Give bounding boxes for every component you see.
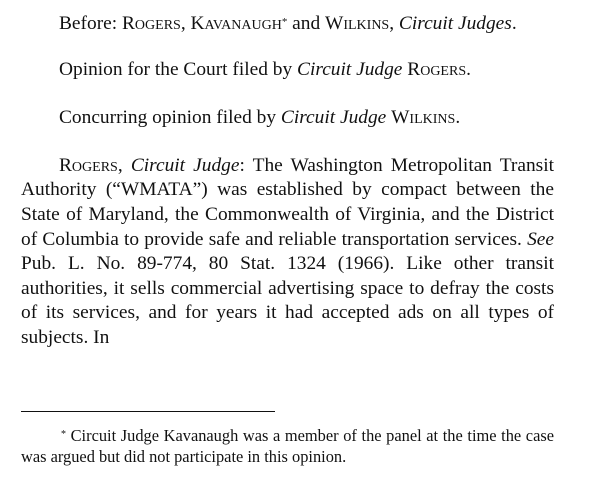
footnote: [21, 426, 554, 467]
concurring-opinion-line: Concurring opinion filed by Circuit Judge Wilkins.: [59, 107, 461, 129]
judge-kavanaugh: Kavanaugh: [190, 13, 282, 34]
footnote-reference-marker[interactable]: *: [281, 16, 288, 28]
body-author: Rogers: [59, 154, 118, 176]
circuit-judges-label: Circuit Judges: [398, 13, 512, 34]
footnote-marker: *: [61, 429, 66, 440]
opinion-filed-line: Opinion for the Court filed by Circuit Judge Rogers.: [59, 58, 471, 80]
footnote-divider: [21, 411, 275, 412]
before-label: Before:: [59, 13, 122, 34]
judge-wilkins: Wilkins: [325, 13, 390, 34]
footnote-text: * Circuit Judge Kavanaugh was a member of the panel at the time the case was argued but did not participate in this opinion.: [21, 426, 554, 466]
panel-line: Before: Rogers, Kavanaugh* and Wilkins, Circuit Judges.: [59, 13, 517, 34]
judge-rogers: Rogers: [122, 13, 181, 34]
see-signal: See: [527, 228, 554, 250]
opinion-page: [21, 12, 554, 351]
concurring-author: Wilkins: [391, 107, 456, 129]
opinion-author: Rogers: [407, 58, 467, 80]
opinion-body-paragraph: Rogers, Circuit Judge: The Washington Metropolitan Transit Authority (“WMATA”) was established by compact between the State of Maryland, the Commonwealth of Virginia, and the District of Columbia to provide safe and reliable transportation services. See Pub. L. No. 89-774, 80 Stat. 1324 (1966). Like other transit authorities, it sells commercial advertising space to defray the costs of its services, and for years it had accepted ads on all types of subjects. In: [21, 154, 555, 348]
